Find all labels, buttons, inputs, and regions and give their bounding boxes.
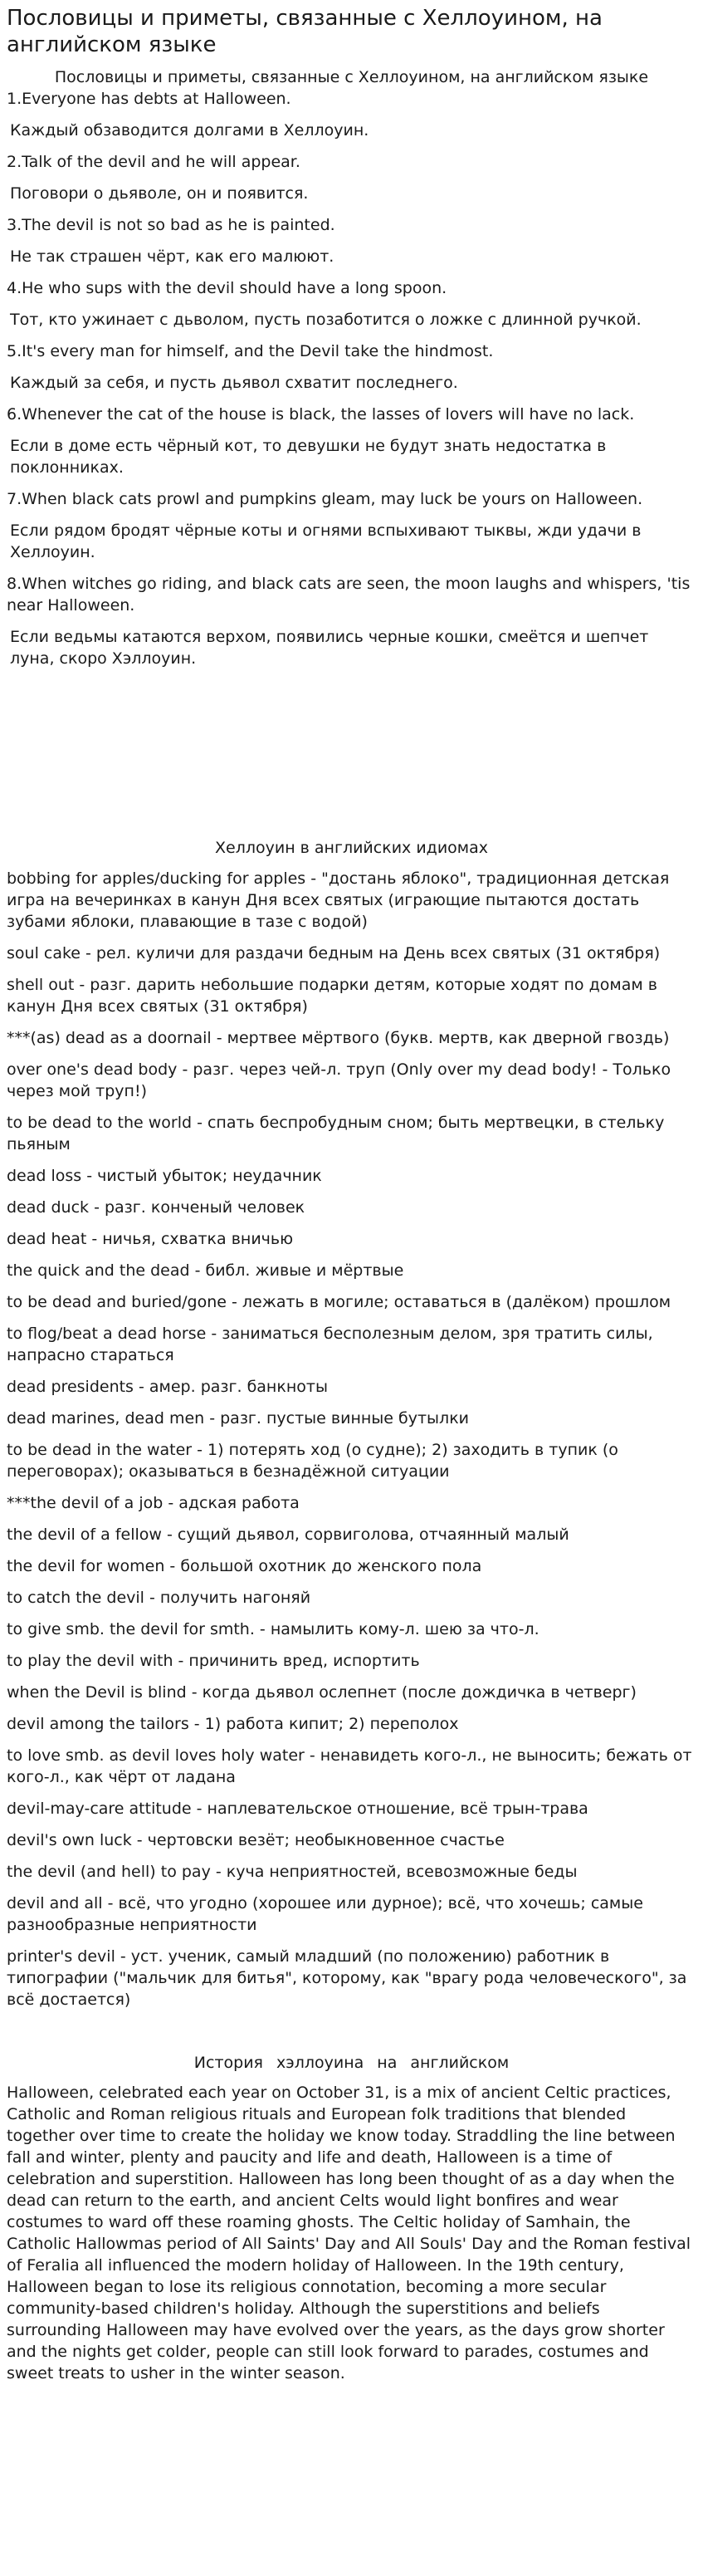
idiom-item: devil among the tailors - 1) работа кипит; 2) переполох [7, 1715, 459, 1733]
idiom-item: dead marines, dead men - разг. пустые винные бутылки [7, 1409, 470, 1428]
idiom-item: to play the devil with - причинить вред, испортить [7, 1652, 420, 1670]
idiom-item: dead duck - разг. конченый человек [7, 1198, 305, 1217]
proverb-ru: Если ведьмы катаются верхом, появились черные кошки, смеётся и шепчет луна, скоро Хэллоуин. [10, 628, 649, 668]
idiom-item: to give smb. the devil for smth. - намылить кому-л. шею за что-л. [7, 1620, 539, 1638]
idiom-item: devil's own luck - чертовски везёт; необыкновенное счастье [7, 1831, 505, 1849]
idiom-item: to be dead and buried/gone - лежать в могиле; оставаться в (далёком) прошлом [7, 1293, 671, 1311]
history-heading: История хэллоуина на английском [193, 2054, 510, 2072]
idioms-heading: Хеллоуин в английских идиомах [214, 839, 489, 857]
proverb-en: 1.Everyone has debts at Halloween. [7, 90, 291, 108]
proverb-en: 6.Whenever the cat of the house is black, the lasses of lovers will have no lack. [7, 405, 635, 424]
proverb-ru: Каждый обзаводится долгами в Хеллоуин. [10, 121, 369, 140]
idiom-item: when the Devil is blind - когда дьявол ослепнет (после дождичка в четверг) [7, 1683, 637, 1702]
proverb-ru: Не так страшен чёрт, как его малюют. [10, 247, 334, 266]
proverb-ru: Если рядом бродят чёрные коты и огнями вспыхивают тыквы, жди удачи в Хеллоуин. [10, 522, 642, 561]
idiom-item: printer's devil - уст. ученик, самый младший (по положению) работник в типографии ("мальчик для битья", которому, как "врагу рода человеческого", за всё достается) [7, 1947, 687, 2009]
idiom-item: dead presidents - амер. разг. банкноты [7, 1378, 328, 1396]
idiom-item: ***(as) dead as a doornail - мертвее мёртвого (букв. мертв, как дверной гвоздь) [7, 1029, 670, 1047]
idiom-item: devil-may-care attitude - наплевательское отношение, всё трын-трава [7, 1800, 588, 1818]
proverb-en: 4.He who sups with the devil should have a long spoon. [7, 279, 447, 297]
idiom-item: to love smb. as devil loves holy water - ненавидеть кого-л., не выносить; бежать от кого-л., как чёрт от ладана [7, 1746, 692, 1786]
proverb-en: 8.When witches go riding, and black cats are seen, the moon laughs and whispers, 'tis near Halloween. [7, 575, 691, 615]
idioms-list [7, 868, 696, 2010]
idiom-item: bobbing for apples/ducking for apples - "достань яблоко", традиционная детская игра на вечеринках в канун Дня всех святых (играющие пытаются достать зубами яблоки, плавающие в тазе с водой) [7, 869, 670, 931]
idiom-item: ***the devil of a job - адская работа [7, 1494, 300, 1512]
idiom-item: the devil (and hell) to pay - куча неприятностей, всевозможные беды [7, 1863, 578, 1881]
history-section [7, 2082, 696, 2384]
proverb-en: 5.It's every man for himself, and the Devil take the hindmost. [7, 342, 494, 360]
idiom-item: to flog/beat a dead horse - заниматься бесполезным делом, зря тратить силы, напрасно стараться [7, 1325, 653, 1364]
idiom-item: dead loss - чистый убыток; неудачник [7, 1167, 322, 1185]
proverb-ru: Поговори о дьяволе, он и появится. [10, 184, 309, 203]
proverbs-subtitle: Пословицы и приметы, связанные с Хеллоуином, на английском языке [54, 68, 649, 86]
idiom-item: devil and all - всё, что угодно (хорошее или дурное); всё, что хочешь; самые разнообразные неприятности [7, 1894, 643, 1934]
idiom-item: to catch the devil - получить нагоняй [7, 1589, 311, 1607]
history-paragraph: Halloween, celebrated each year on October 31, is a mix of ancient Celtic practices, Catholic and Roman religious rituals and European folk traditions that blended together over time to create the holiday we know today. Straddling the line between fall and winter, plenty and paucity and life and death, Halloween is a time of celebration and superstition. Halloween has long been thought of as a day when the dead can return to the earth, and ancient Celts would light bonfires and wear costumes to ward off these roaming ghosts. The Celtic holiday of Samhain, the Catholic Hallowmas period of All Saints' Day and All Souls' Day and the Roman festival of Feralia all influenced the modern holiday of Halloween. In the 19th century, Halloween began to lose its religious connotation, becoming a more secular community-based children's holiday. Although the superstitions and beliefs surrounding Halloween may have evolved over the years, as the days grow shorter and the nights get colder, people can still look forward to parades, costumes and sweet treats to usher in the winter season. [7, 2084, 691, 2383]
proverb-en: 7.When black cats prowl and pumpkins gleam, may luck be yours on Halloween. [7, 490, 643, 508]
idiom-item: the devil for women - большой охотник до женского пола [7, 1557, 482, 1575]
idiom-item: soul cake - рел. куличи для раздачи бедным на День всех святых (31 октября) [7, 944, 661, 962]
idiom-item: shell out - разг. дарить небольшие подарки детям, которые ходят по домам в канун Дня всех святых (31 октября) [7, 976, 657, 1016]
page-title: Пословицы и приметы, связанные с Хеллоуином, на английском языке [7, 6, 603, 57]
idiom-item: to be dead to the world - спать беспробудным сном; быть мертвецки, в стельку пьяным [7, 1114, 665, 1153]
idiom-item: to be dead in the water - 1) потерять ход (о судне); 2) заходить в тупик (о переговорах); оказываться в безнадёжной ситуации [7, 1441, 618, 1481]
proverb-ru: Тот, кто ужинает с дьволом, пусть позаботится о ложке с длинной ручкой. [10, 311, 642, 329]
proverbs-list [7, 88, 696, 669]
proverb-ru: Каждый за себя, и пусть дьявол схватит последнего. [10, 374, 458, 392]
proverb-en: 3.The devil is not so bad as he is painted. [7, 216, 335, 234]
proverb-en: 2.Talk of the devil and he will appear. [7, 153, 300, 171]
idiom-item: the quick and the dead - библ. живые и мёртвые [7, 1261, 404, 1280]
idiom-item: dead heat - ничья, схватка вничью [7, 1230, 294, 1248]
idiom-item: the devil of a fellow - сущий дьявол, сорвиголова, отчаянный малый [7, 1526, 569, 1544]
idiom-item: over one's dead body - разг. через чей-л. труп (Only over my dead body! - Только через мой труп!) [7, 1060, 671, 1100]
proverb-ru: Если в доме есть чёрный кот, то девушки не будут знать недостатка в поклонниках. [10, 437, 607, 477]
